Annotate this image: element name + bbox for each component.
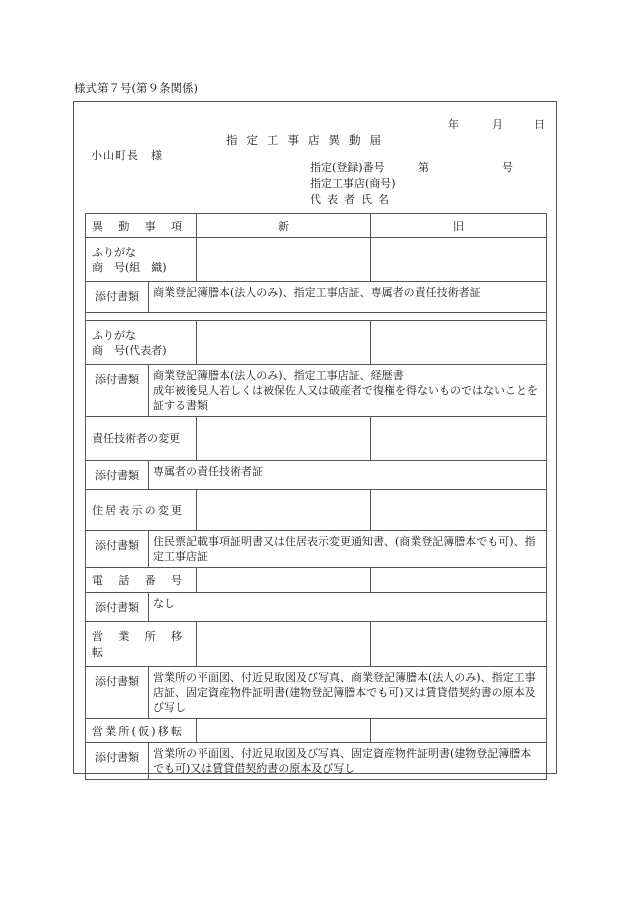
form-title: 指定工事店異動届 [226,133,390,147]
old-value-cell[interactable] [371,719,547,743]
old-value-cell[interactable] [371,321,547,365]
year-label: 年 [448,118,459,131]
old-value-cell[interactable] [371,622,547,667]
form-number: 様式第７号(第９条関係) [74,81,198,95]
attachment-row [86,282,547,313]
item-label: ふりがな 商 号(組 織) [86,238,197,282]
attachment-cell [86,531,547,568]
old-value-cell[interactable] [371,568,547,593]
attachment-cell [86,461,547,490]
item-label: 電 話 番 号 [86,568,197,593]
attachment-row [86,461,547,490]
attachment-label: 添付書類 [86,593,149,621]
attachment-text: 営業所の平面図、付近見取図及び写真、商業登記簿謄本(法人のみ)、指定工事店証、固定資産物件証明書(建物登記簿謄本でも可)又は賃貸借契約書の原本及び写し [153,671,536,714]
new-value-cell[interactable] [197,321,371,365]
item-label: 営業所(仮)移転 [86,719,197,743]
new-value-cell[interactable] [197,568,371,593]
representative-label: 代表者氏名 [310,193,395,206]
header-item: 異 動 事 項 [86,214,197,238]
new-value-cell[interactable] [197,490,371,531]
new-value-cell[interactable] [197,238,371,282]
registration-prefix: 第 [418,161,429,174]
old-value-cell[interactable] [371,238,547,282]
day-label: 日 [534,118,545,131]
item-row [86,321,547,365]
item-row [86,622,547,667]
item-row [86,490,547,531]
attachment-text: なし [153,597,175,610]
attachment-text: 住民票記載事項証明書又は住居表示変更通知書、(商業登記簿謄本でも可)、指定工事店証 [153,535,536,563]
gap-cell [86,313,547,321]
attachment-label: 添付書類 [86,282,149,312]
item-label: ふりがな 商 号(代表者) [86,321,197,365]
shop-name-label: 指定工事店(商号) [310,177,396,190]
header-new: 新 [197,214,371,238]
registration-suffix: 号 [502,161,513,174]
item-label: 責任技術者の変更 [86,417,197,461]
item-label: 営 業 所 移 転 [86,622,197,667]
date-line [448,116,545,132]
header-old: 旧 [371,214,547,238]
old-value-cell[interactable] [371,490,547,531]
applicant-block [310,160,513,208]
attachment-text: 商業登記簿謄本(法人のみ)、指定工事店証、経歴書 成年被後見人若しくは被保佐人又は破産者で復権を得ないものではないことを証する書類 [153,369,538,412]
table-header-row [86,214,547,238]
month-label: 月 [492,118,503,131]
item-row [86,568,547,593]
section-gap [86,313,547,321]
attachment-row [86,593,547,622]
attachment-cell [86,593,547,622]
attachment-row [86,531,547,568]
item-label: 住居表示の変更 [86,490,197,531]
attachment-cell [86,365,547,417]
attachment-label: 添付書類 [86,365,149,416]
addressee: 小山町長 様 [91,149,163,162]
attachment-row [86,365,547,417]
attachment-text: 商業登記簿謄本(法人のみ)、指定工事店証、専属者の責任技術者証 [153,286,481,299]
item-row [86,238,547,282]
attachment-label: 添付書類 [86,743,149,779]
new-value-cell[interactable] [197,719,371,743]
registration-number-label: 指定(登録)番号 [310,161,385,174]
attachment-row [86,667,547,719]
attachment-row [86,743,547,780]
attachment-label: 添付書類 [86,461,149,489]
attachment-label: 添付書類 [86,667,149,718]
attachment-text: 営業所の平面図、付近見取図及び写真、固定資産物件証明書(建物登記簿謄本でも可)又は賃貸借契約書の原本及び写し [153,747,532,775]
old-value-cell[interactable] [371,417,547,461]
item-row [86,417,547,461]
attachment-text: 専属者の責任技術者証 [153,465,263,478]
attachment-label: 添付書類 [86,531,149,567]
item-row [86,719,547,743]
attachment-cell [86,667,547,719]
new-value-cell[interactable] [197,417,371,461]
change-table [85,213,547,780]
attachment-cell [86,282,547,313]
attachment-cell [86,743,547,780]
new-value-cell[interactable] [197,622,371,667]
